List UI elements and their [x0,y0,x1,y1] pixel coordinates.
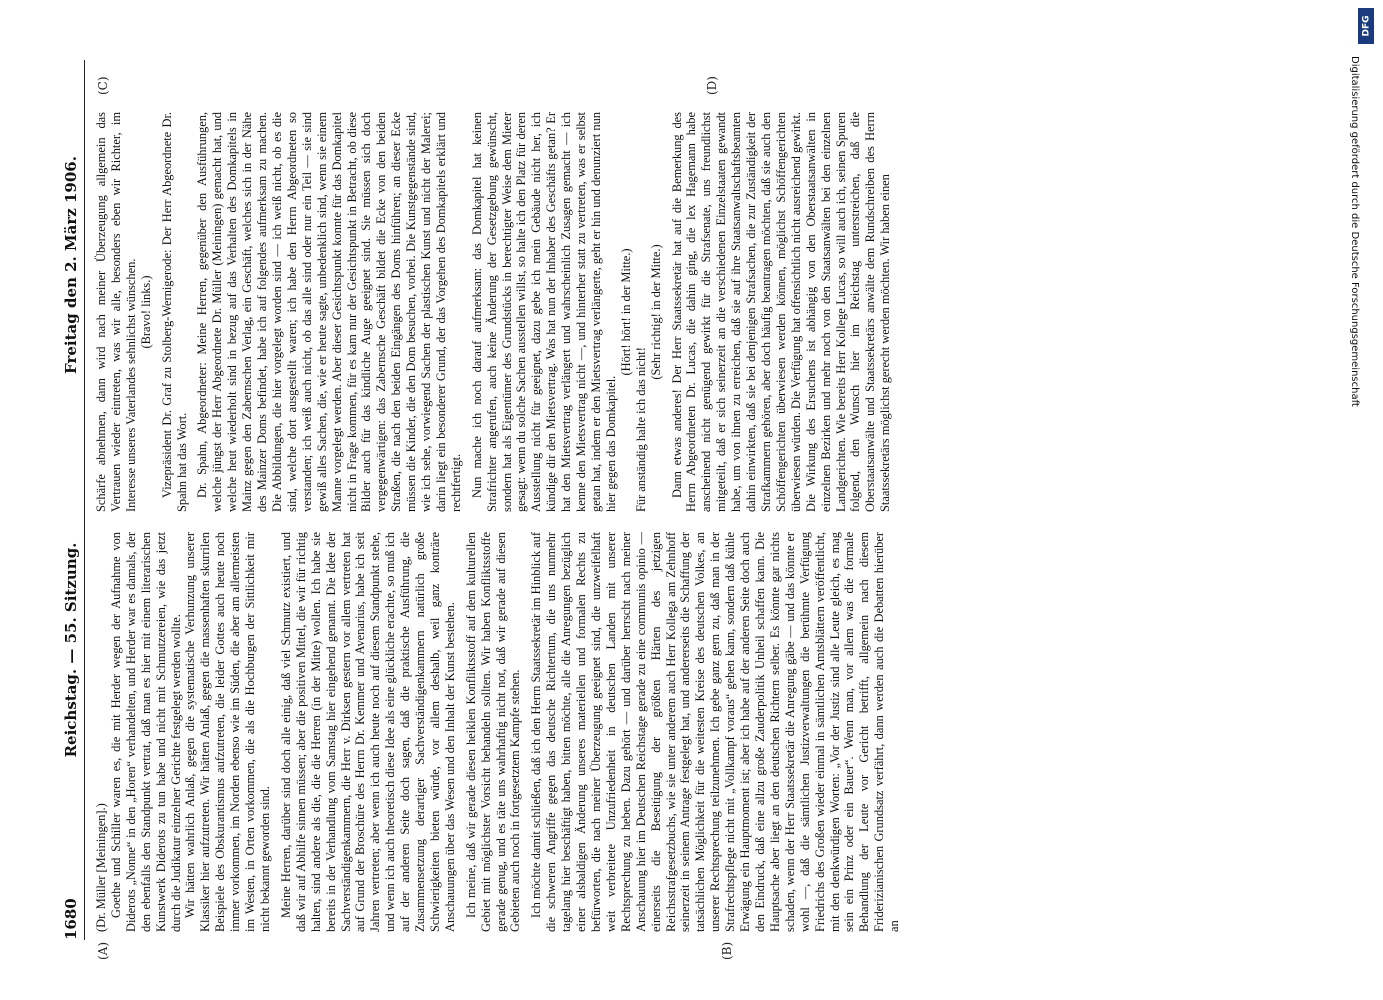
interjection: (Sehr richtig! in der Mitte.) [648,244,663,380]
paragraph: Für anständig halte ich das nicht! [633,347,648,512]
margin-mark-c: (C) [96,76,110,95]
paragraph: Wir hätten wahrlich Anlaß, gegen die systematische Verhunzung unserer Klassiker hier aufzutreten. Wir hätten Anlaß, gegen die massenhaften skurrilen Beispiele des Obskurantismus aufzutreten, die leider Gottes auch heute noch immer vorkommen, im Norden ebenso wie im Süden, die aber am allermeisten im Westen, in Orten vorkommen, die als die Hochburgen der Sittlichkeit mir nicht bekannt geworden sind. [183,532,272,932]
paragraph: Meine Herren, darüber sind doch alle einig, daß viel Schmutz existiert, und daß wir auf Abhilfe sinnen müssen; aber die positiven Mittel, die wir für richtig halten, sind andere als die, die die Herren (in der Mitte) wollen. Ich habe sie bereits in der Verhandlung vom Samstag hier eingehend genannt. Die Idee der Sachverständigenkammern, die Herr v. Dirksen gestern vor allem vertreten hat auf Grund der Broschüre des Herrn Dr. Kemmer und Avenarius, habe ich seit Jahren vertreten; aber wenn ich auch heute noch auf diesem Standpunkt stehe, und wenn ich auch theoretisch diese Idee als eine glückliche erachte, so muß ich auf der anderen Seite doch sagen, daß die praktische Ausführung, die Zusammensetzung derartiger Sachverständigenkammern natürlich große Schwierigkeiten bieten würde, vor allem deshalb, weil ganz konträre Anschauungen über das Wesen und den Inhalt der Kunst bestehen. [278,532,457,932]
page-header [62,60,85,940]
digitization-note: Digitalisierung gefördert durch die Deutsche Forschungsgemeinschaft [1349,56,1360,407]
paragraph: Ich möchte damit schließen, daß ich den Herrn Staatssekretär im Hinblick auf die schweren Angriffe gegen das deutsche Richtertum, die uns nunmehr tagelang hier beschäftigt haben, bitten möchte, alle die Anregungen bezüglich einer alsbaldigen Änderung unseres materiellen und formalen Rechts zu befürworten, die nach meiner Überzeugung geeignet sind, die unzweifelhaft weit verbreitete Unzufriedenheit in deutschen Landen mit unserer Rechtsprechung zu heben. Dazu gehört — und darüber herrscht nach meiner Anschauung hier im Deutschen Reichstage gerade zu eine communis opinio — einerseits die Beseitigung der größten Härten des jetzigen Reichsstrafgesetzbuchs, wie sie unter anderem auch Herr Kollega am Zehnhoff seinerzeit in seinem Antrage festgelegt hat, und andererseits die Schaffung der tatsächlichen Möglichkeit für die weitesten Kreise des deutschen Volkes, an unserer Rechtsprechung teilzunehmen. Ich gebe ganz gern zu, daß man in der Strafrechtspflege nicht mit „Vollkampf voraus“ gehen kann, sondern daß kühle Erwägung ein Hauptmoment ist; aber ich habe auf der anderen Seite doch auch den Eindruck, daß eine allzu große Zauderpolitik Unheil schaffen kann. Die Hauptsache aber liegt an den deutschen Richtern selber. Es könnte gar nichts schaden, wenn der Herr Staatssekretär die Anregung gäbe — und das könnte er wohl —, daß die sämtlichen Justizverwaltungen die berühmte Verfügung Friedrichs des Großen wieder einmal in sämtlichen Amtsblättern veröffentlicht, mit den denkwürdigen Worten: „Vor der Justiz sind alle Leute gleich, es mag sein ein Prinz oder ein Bauer“. Wenn man, vor allem was die formale Behandlung der Leute vor Gericht betrifft, allgemein nach diesem Friderizianischen Grundsatz verfährt, dann werden auch die Debatten hierüber an [529,532,902,932]
right-column [94,112,1316,512]
paragraph: Nun mache ich noch darauf aufmerksam: das Domkapitel hat keinen Strafrichter angerufen, auch keine Änderung der Gesetzgebung gewünscht, sondern hat als Eigentümer des Grundstücks in berechtigter Weise dem Mieter gesagt: wenn du solche Sachen ausstellen willst, so halte ich den Platz für deren Ausstellung nicht für geeignet, dazu gebe ich mein Gebäude nicht her, ich kündige dir den Mietsvertrag. Was hat nun der Inhaber des Geschäfts getan? Er hat den Mietsvertrag verlängert und wahrscheinlich Zusagen gemacht — ich kenne den Mietsvertrag nicht —, und hinterher statt zu vertreten, was er selbst getan hat, indem er den Mietsvertrag verlängerte, geht er hin und denunziert nun hier gegen das Domkapitel. [469,112,618,512]
margin-mark-b: (B) [720,941,734,960]
paragraph: Goethe und Schiller waren es, die mit Herder wegen der Aufnahme von Diderots „Nonne“ in den „Horen“ verhandelten, und Herder war es damals, der den ebenfalls den Standpunkt vertrat, daß man es hier mit einem literarischen Kunstwerk Diderots zu tun habe und nicht mit Schmutzereien, wie das jetzt durch die Judikatur einzelner Gerichte festgelegt werden wollte. [108,532,183,932]
margin-mark-d: (D) [705,76,719,95]
session-title: Reichstag. — 55. Sitzung. [62,542,80,758]
margin-mark-a: (A) [96,941,110,960]
vice-president-intro: Vizepräsident Dr. Graf zu Stolberg-Wernigerode: Der Herr Abgeordnete Dr. Spahn hat das Wort. [159,112,189,512]
page-number: 1680 [62,898,80,940]
left-column [94,532,1316,932]
dfg-logo [1358,8,1374,44]
dfg-logo-text: DFG [1361,15,1372,37]
paragraph: Dr. Spahn, Abgeordneter: Meine Herren, gegenüber den Ausführungen, welche jüngst der Herr Abgeordnete Dr. Müller (Meiningen) gemacht hat, und welche heut wiederholt sind in bezug auf das Verhalten des Domkapitels in Mainz gegen den Zabernschen Verlag, ein Geschäft, welches sich in der Nähe des Mainzer Doms befindet, habe ich auf folgendes aufmerksam zu machen. Die Abbildungen, die hier vorgelegt worden sind — ich weiß nicht, ob es die sind, welche dort ausgestellt waren; ich habe den Herrn Abgeordneten so verstanden; ich weiß auch nicht, ob das alle sind oder nur ein Teil — sie sind gewiß alles Sachen, die, wie er heute sagte, unbedenklich sind, wenn sie einem Manne vorgelegt werden. Aber dieser Gesichtspunkt konnte für das Domkapitel nicht in Frage kommen, für es kam nur der Gesichtspunkt in Betracht, ob diese Bilder auch für das kindliche Auge geeignet sind. Sie müssen sich doch vergegenwärtigen: das Zabernsche Geschäft bildet die Ecke von den beiden Straßen, die nach den beiden Eingängen des Doms hinführen; an dieser Ecke müssen die Kinder, die den Dom besuchen, vorbei. Die Kunstgegenstände sind, wie ich sehe, vorwiegend Sachen der plastischen Kunst und nicht der Malerei; darin liegt ein besonderer Grund, der das Vorgehen des Domkapitels erklärt und rechtfertigt. [195,112,463,512]
paragraph: Schärfe abnehmen, dann wird nach meiner Überzeugung allgemein das Vertrauen wieder eintreten, was wir alle, besonders eben wir Richter, im Interesse unseres Vaterlandes sehnlichst wünschen. [94,112,138,512]
paragraph: Ich meine, daß wir gerade diesen heiklen Konfliktsstoff auf dem kulturellen Gebiet mit möglichster Vorsicht behandeln sollten. Wir haben Konfliktsstoffe gerade genug, und es täte uns wahrhaftig nicht not, daß wir gerade auf diesen Gebieten auch noch in fortgesetztem Kampfe stehen. [463,532,523,932]
paragraph: Dann etwas anderes! Der Herr Staatssekretär hat auf die Bemerkung des Herrn Abgeordneten Dr. Lucas, die dahin ging, die lex Hagemann habe anscheinend nicht genügend gewirkt für die Strafsenate, uns freundlichst mitgeteilt, daß er sich seinerzeit an die verschiedenen Einzelstaaten gewandt habe, um von ihnen zu erreichen, daß sie auf ihre Staatsanwaltschaftsbeamten dahin einwirkten, daß sie bei denjenigen Strafsachen, die zur Zuständigkeit der Strafkammern gehören, aber doch häufig beantragen möchten, daß sie auch den Schöffengerichten überwiesen werden können, möglichst Schöffengerichten überwiesen würden. Die Verfügung hat offensichtlich nicht ausreichend gewirkt. Die Wirkung des Ersuchens ist abhängig von den Oberstaatsanwälten in einzelnen Bezirken und mehr noch von den Staatsanwälten bei den einzelnen Landgerichten. Wie bereits Herr Kollege Lucas, so will auch ich, seinen Spuren folgend, den Wunsch hier im Reichstag unterstreichen, daß die Oberstaatsanwälte und Staatssekretärs anwälte dem Rundschreiben des Herrn Staatssekretärs möglichst gerecht werden möchten. Wir haben einen [669,112,893,512]
digitization-sidebar [1349,0,1383,1000]
interjection: (Hört! hört! in der Mitte.) [618,248,633,376]
speaker-tag: (Dr. Müller [Meiningen].) [94,803,108,932]
session-date: Freitag den 2. März 1906. [62,156,80,374]
interjection: (Bravo! links.) [138,275,153,349]
